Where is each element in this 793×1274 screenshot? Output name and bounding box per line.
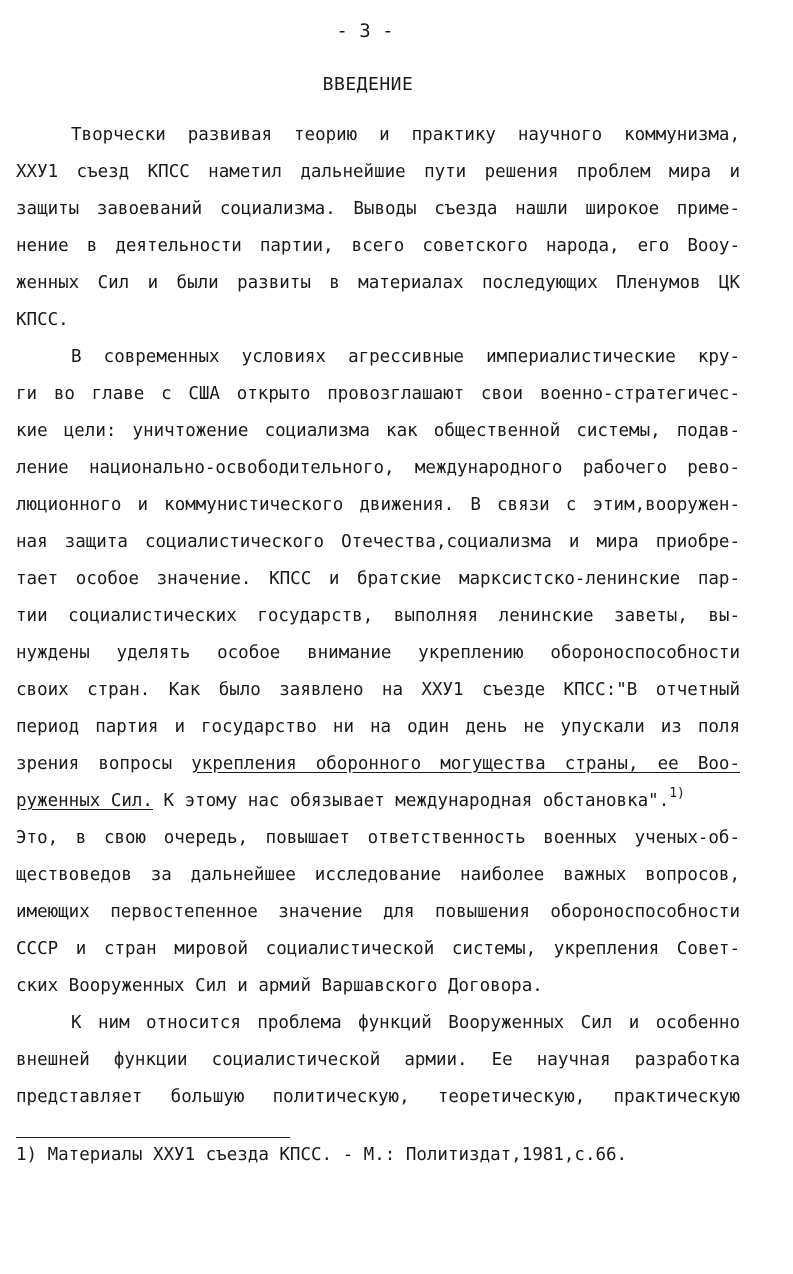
text-fragment: К этому нас обязывает международная обстановка".	[152, 791, 670, 811]
text-line: имеющих первостепенное значение для повышения обороноспособности	[16, 902, 740, 922]
text-line: ги во главе с США открыто провозглашают свои военно-стратегичес-	[16, 384, 740, 404]
text-line: Творчески развивая теорию и практику научного коммунизма,	[71, 125, 740, 145]
text-line: К ним относится проблема функций Вооруженных Сил и особенно	[71, 1013, 740, 1033]
text-line	[16, 749, 740, 779]
footnote-marker: 1)	[669, 786, 685, 801]
text-line: СССР и стран мировой социалистической системы, укрепления Совет-	[16, 939, 740, 959]
text-line: кие цели: уничтожение социализма как общественной системы, подав-	[16, 421, 740, 441]
text-line: нение в деятельности партии, всего советского народа, его Вооу-	[16, 236, 740, 256]
text-line: ских Вооруженных Сил и армий Варшавского Договора.	[16, 976, 543, 996]
text-line	[16, 786, 740, 816]
text-line: ществоведов за дальнейшее исследование наиболее важных вопросов,	[16, 865, 740, 885]
underlined-text: руженных Сил.	[16, 791, 153, 811]
text-line: Это, в свою очередь, повышает ответственность военных ученых-об-	[16, 828, 740, 848]
text-line: ная защита социалистического Отечества,социализма и мира приобре-	[16, 532, 740, 552]
text-line: ление национально-освободительного, международного рабочего рево-	[16, 458, 740, 478]
footnote-divider	[16, 1137, 290, 1138]
text-line: тает особое значение. КПСС и братские марксистско-ленинские пар-	[16, 569, 740, 589]
text-fragment: зрения вопросы	[16, 754, 192, 774]
text-line: внешней функции социалистической армии. Ее научная разработка	[16, 1050, 740, 1070]
text-line: женных Сил и были развиты в материалах последующих Пленумов ЦК	[16, 273, 740, 293]
text-line: люционного и коммунистического движения. В связи с этим,вооружен-	[16, 495, 740, 515]
text-line: нуждены уделять особое внимание укреплению обороноспособности	[16, 643, 740, 663]
footnote: 1) Материалы ХХУ1 съезда КПСС. - М.: Политиздат,1981,с.66.	[16, 1145, 628, 1165]
section-heading: ВВЕДЕНИЕ	[322, 74, 414, 95]
text-line: представляет большую политическую, теоретическую, практическую	[16, 1087, 740, 1107]
text-line: В современных условиях агрессивные империалистические кру-	[71, 347, 740, 367]
text-line: защиты завоеваний социализма. Выводы съезда нашли широкое приме-	[16, 199, 740, 219]
text-line: тии социалистических государств, выполняя ленинские заветы, вы-	[16, 606, 740, 626]
text-line: КПСС.	[16, 310, 69, 330]
text-line: период партия и государство ни на один день не упускали из поля	[16, 717, 740, 737]
text-line: своих стран. Как было заявлено на ХХУ1 съезде КПСС:"В отчетный	[16, 680, 740, 700]
underlined-text: укрепления оборонного могущества страны, ее Воо-	[191, 754, 740, 774]
page-number: - 3 -	[336, 20, 394, 42]
text-line: ХХУ1 съезд КПСС наметил дальнейшие пути решения проблем мира и	[16, 162, 740, 182]
